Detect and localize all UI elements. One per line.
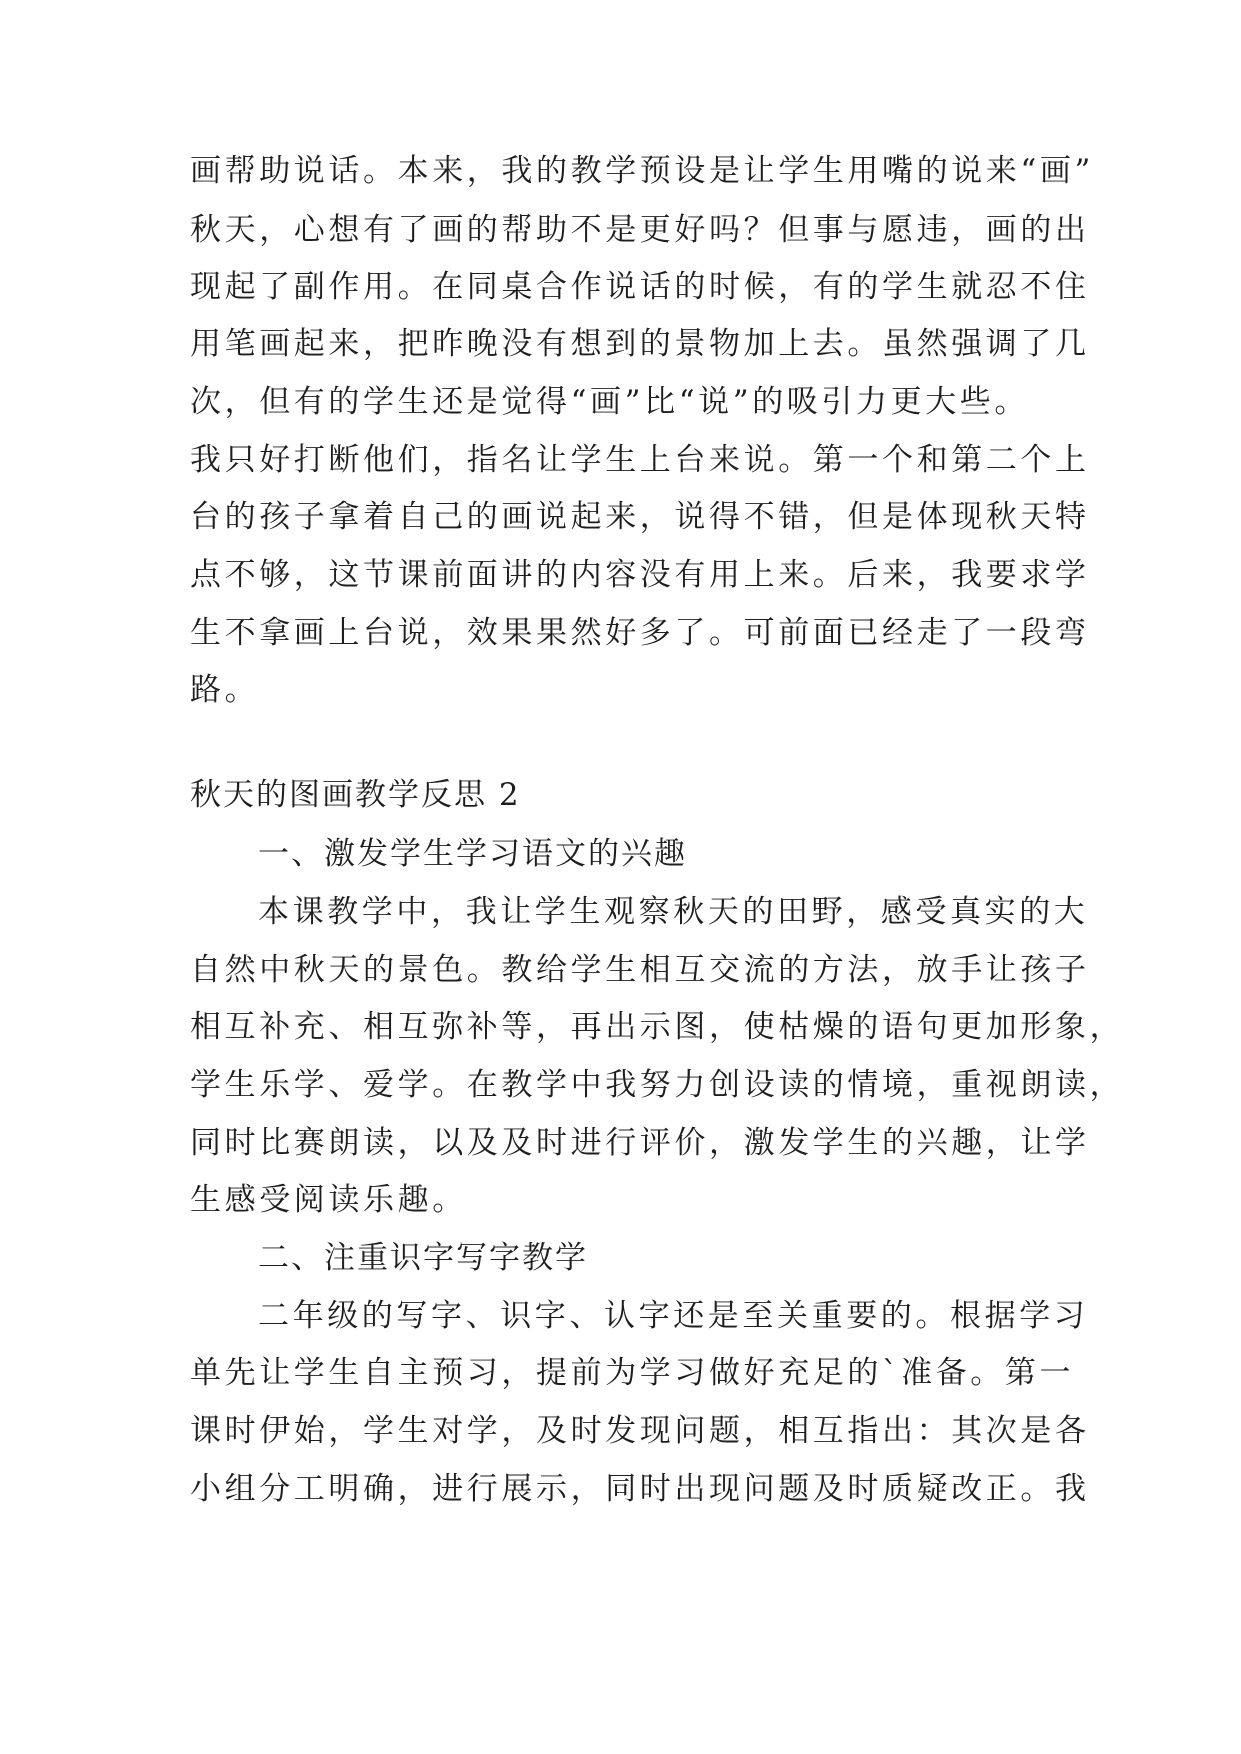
paragraph-line: 学生乐学、爱学。在教学中我努力创设读的情境，重视朗读， — [190, 1067, 1125, 1103]
paragraph-line: 小组分工明确，进行展示，同时出现问题及时质疑改正。我 — [190, 1471, 1090, 1507]
paragraph-line: 点不够，这节课前面讲的内容没有用上来。后来，我要求学 — [190, 557, 1090, 593]
subheading-1: 一、激发学生学习语文的兴趣 — [258, 836, 687, 872]
subheading-2: 二、注重识字写字教学 — [258, 1240, 588, 1276]
paragraph-line: 生感受阅读乐趣。 — [190, 1182, 467, 1218]
paragraph-line: 用笔画起来，把昨晚没有想到的景物加上去。虽然强调了几 — [190, 326, 1090, 362]
paragraph-line: 本课教学中，我让学生观察秋天的田野，感受真实的大 — [258, 894, 1089, 930]
paragraph-line: 我只好打断他们，指名让学生上台来说。第一个和第二个上 — [190, 442, 1090, 478]
paragraph-line: 课时伊始，学生对学，及时发现问题，相互指出：其次是各 — [190, 1413, 1090, 1449]
paragraph-line: 单先让学生自主预习，提前为学习做好充足的`准备。第一 — [190, 1355, 1075, 1391]
paragraph-line: 台的孩子拿着自己的画说起来，说得不错，但是体现秋天特 — [190, 499, 1090, 535]
paragraph-line: 同时比赛朗读，以及及时进行评价，激发学生的兴趣，让学 — [190, 1125, 1090, 1161]
paragraph-line: 相互补充、相互弥补等，再出示图，使枯燥的语句更加形象， — [190, 1009, 1125, 1045]
paragraph-line: 路。 — [190, 672, 260, 708]
paragraph-line: 现起了副作用。在同桌合作说话的时候，有的学生就忍不住 — [190, 269, 1090, 305]
paragraph-line: 画帮助说话。本来，我的教学预设是让学生用嘴的说来“画” — [190, 153, 1094, 189]
paragraph-line: 次，但有的学生还是觉得“画”比“说”的吸引力更大些。 — [190, 384, 1029, 420]
paragraph-line: 秋天，心想有了画的帮助不是更好吗？但事与愿违，画的出 — [190, 212, 1090, 248]
paragraph-line: 生不拿画上台说，效果果然好多了。可前面已经走了一段弯 — [190, 615, 1090, 651]
paragraph-line: 自然中秋天的景色。教给学生相互交流的方法，放手让孩子 — [190, 952, 1090, 988]
paragraph-line: 二年级的写字、识字、认字还是至关重要的。根据学习 — [258, 1298, 1089, 1334]
section-title: 秋天的图画教学反思 2 — [190, 777, 521, 813]
